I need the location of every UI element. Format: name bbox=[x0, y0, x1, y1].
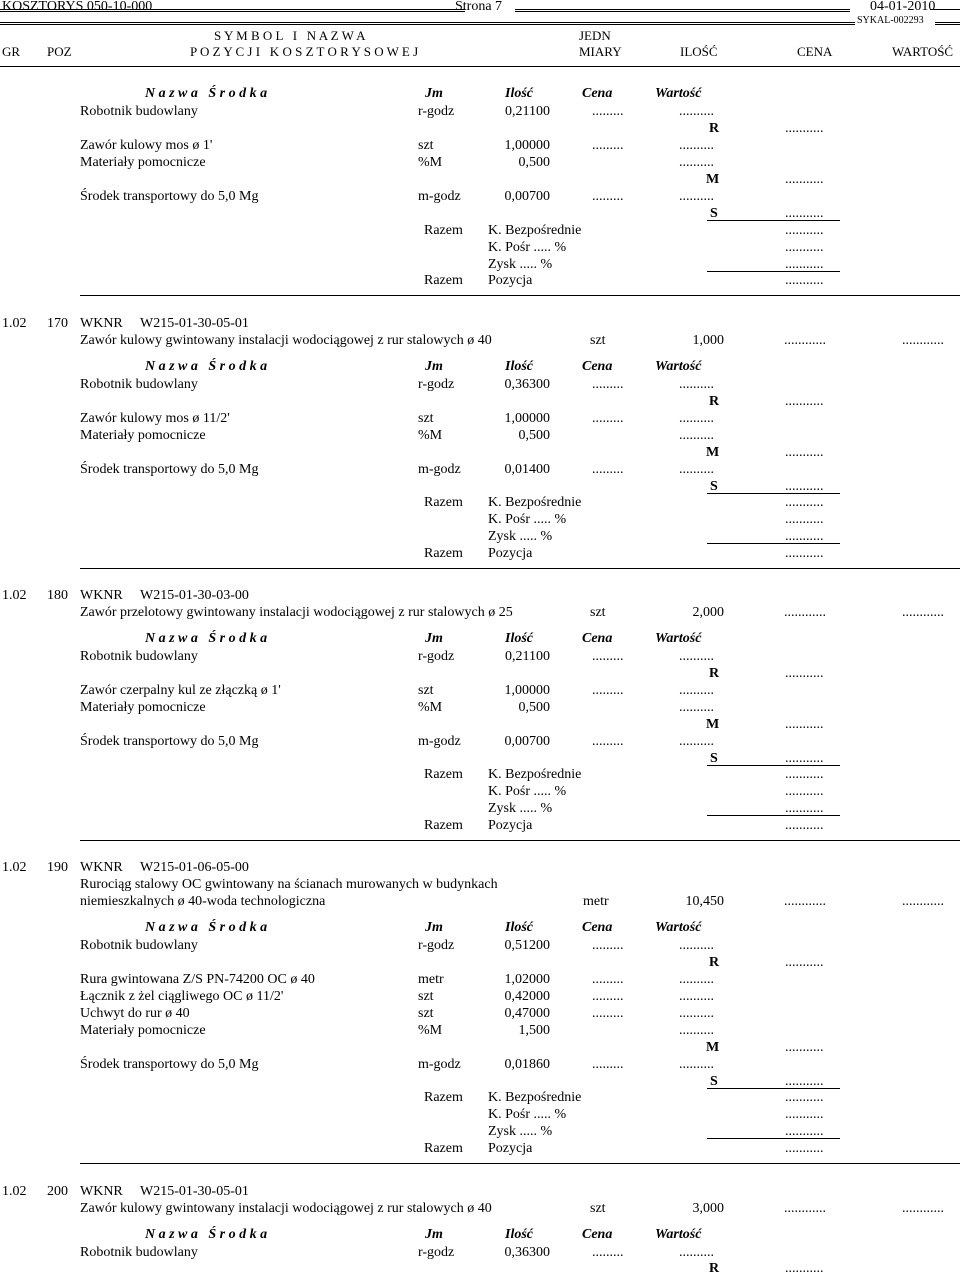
resource-name: Materiały pomocnicze bbox=[80, 1023, 206, 1038]
zysk-rule bbox=[707, 815, 840, 816]
resource-name: Środek transportowy do 5,0 Mg bbox=[80, 189, 259, 204]
pozycja-value: ........... bbox=[785, 273, 824, 288]
position-symbol: W215-01-30-03-00 bbox=[140, 588, 249, 603]
position-unit: metr bbox=[583, 894, 609, 909]
position-price: ............ bbox=[784, 894, 826, 909]
sum-m-value: ........... bbox=[785, 717, 824, 732]
position-price: ............ bbox=[784, 605, 826, 620]
resource-header-cena: Cena bbox=[582, 631, 613, 646]
document-date: 04-01-2010 bbox=[870, 0, 936, 14]
razem-label: Razem bbox=[424, 1141, 463, 1156]
position-description: Zawór kulowy gwintowany instalacji wodociągowej z rur stalowych ø 40 bbox=[80, 1201, 492, 1216]
col-jedn-bottom: MIARY bbox=[579, 44, 622, 59]
resource-value: .......... bbox=[679, 938, 714, 953]
razem-label: Razem bbox=[424, 767, 463, 782]
position-qty: 2,000 bbox=[692, 605, 724, 620]
resource-name: Zawór kulowy mos ø 11/2' bbox=[80, 411, 230, 426]
resource-header-nazwa: N a z w a Ś r o d k a bbox=[145, 920, 268, 935]
resource-value: .......... bbox=[679, 462, 714, 477]
resource-header-ilosc: Ilość bbox=[505, 1227, 533, 1242]
zysk-rule bbox=[707, 1138, 840, 1139]
k-bezposrednie-label: K. Bezpośrednie bbox=[488, 1090, 582, 1105]
resource-name: Środek transportowy do 5,0 Mg bbox=[80, 462, 259, 477]
resource-qty: 0,36300 bbox=[504, 1245, 550, 1260]
position-unit: szt bbox=[590, 1201, 606, 1216]
zysk-value: ........... bbox=[785, 801, 824, 816]
resource-unit: r-godz bbox=[418, 649, 455, 664]
resource-value: .......... bbox=[679, 377, 714, 392]
resource-qty: 1,500 bbox=[518, 1023, 550, 1038]
col-symbol-top: S Y M B O L I N A Z W A bbox=[214, 28, 366, 43]
resource-header-wartosc: Wartość bbox=[655, 1227, 702, 1242]
resource-qty: 0,51200 bbox=[504, 938, 550, 953]
k-bezposrednie-value: ........... bbox=[785, 767, 824, 782]
sum-m-label: M bbox=[706, 445, 720, 460]
resource-unit: %M bbox=[418, 428, 443, 443]
pozycja-label: Pozycja bbox=[488, 273, 533, 288]
position-number: 170 bbox=[47, 316, 68, 331]
page-number: Strona 7 bbox=[455, 0, 503, 14]
sum-r-value: ........... bbox=[785, 394, 824, 409]
resource-unit: r-godz bbox=[418, 1245, 455, 1260]
pozycja-label: Pozycja bbox=[488, 818, 533, 833]
zysk-value: ........... bbox=[785, 257, 824, 272]
sum-m-label: M bbox=[706, 1040, 720, 1055]
position-description: Zawór przelotowy gwintowany instalacji wodociągowej z rur stalowych ø 25 bbox=[80, 605, 513, 620]
zysk-rule bbox=[707, 271, 840, 272]
sum-s-value: ........... bbox=[785, 206, 824, 221]
resource-price: ......... bbox=[592, 1057, 624, 1072]
resource-qty: 1,00000 bbox=[504, 411, 550, 426]
resource-header-nazwa: N a z w a Ś r o d k a bbox=[145, 86, 268, 101]
position-description: Zawór kulowy gwintowany instalacji wodociągowej z rur stalowych ø 40 bbox=[80, 333, 492, 348]
resource-name: Robotnik budowlany bbox=[80, 938, 198, 953]
sum-r-value: ........... bbox=[785, 666, 824, 681]
position-basis: WKNR bbox=[80, 860, 123, 875]
resource-qty: 0,500 bbox=[518, 428, 550, 443]
resource-name: Materiały pomocnicze bbox=[80, 155, 206, 170]
block-separator bbox=[80, 295, 960, 296]
col-gr: GR bbox=[2, 44, 21, 59]
resource-unit: %M bbox=[418, 155, 443, 170]
resource-header-wartosc: Wartość bbox=[655, 631, 702, 646]
resource-header-jm: Jm bbox=[425, 920, 443, 935]
resource-unit: r-godz bbox=[418, 938, 455, 953]
resource-header-cena: Cena bbox=[582, 1227, 613, 1242]
resource-price: ......... bbox=[592, 649, 624, 664]
header-rule-2 bbox=[0, 22, 855, 25]
resource-qty: 0,42000 bbox=[504, 989, 550, 1004]
position-basis: WKNR bbox=[80, 316, 123, 331]
position-unit: szt bbox=[590, 605, 606, 620]
zysk-label: Zysk ..... % bbox=[488, 801, 553, 816]
position-group: 1.02 bbox=[2, 588, 27, 603]
k-posr-label: K. Pośr ..... % bbox=[488, 784, 567, 799]
resource-unit: m-godz bbox=[418, 189, 461, 204]
resource-price: ......... bbox=[592, 1245, 624, 1260]
resource-value: .......... bbox=[679, 989, 714, 1004]
col-symbol-bottom: P O Z Y C J I K O S Z T O R Y S O W E J bbox=[190, 44, 419, 59]
resource-price: ......... bbox=[592, 989, 624, 1004]
resource-name: Materiały pomocnicze bbox=[80, 700, 206, 715]
sum-s-value: ........... bbox=[785, 1074, 824, 1089]
razem-label: Razem bbox=[424, 273, 463, 288]
header-bottom-rule bbox=[0, 66, 960, 67]
k-bezposrednie-label: K. Bezpośrednie bbox=[488, 767, 582, 782]
zysk-rule bbox=[707, 543, 840, 544]
position-group: 1.02 bbox=[2, 316, 27, 331]
position-symbol: W215-01-06-05-00 bbox=[140, 860, 249, 875]
zysk-value: ........... bbox=[785, 529, 824, 544]
resource-value: .......... bbox=[679, 411, 714, 426]
k-bezposrednie-value: ........... bbox=[785, 1090, 824, 1105]
resource-header-cena: Cena bbox=[582, 86, 613, 101]
resource-value: .......... bbox=[679, 1057, 714, 1072]
sum-s-label: S bbox=[710, 751, 718, 766]
header-rule-3 bbox=[935, 22, 960, 25]
resource-qty: 0,00700 bbox=[504, 734, 550, 749]
resource-unit: m-godz bbox=[418, 734, 461, 749]
resource-price: ......... bbox=[592, 411, 624, 426]
sum-rule bbox=[707, 1088, 840, 1089]
pozycja-value: ........... bbox=[785, 1141, 824, 1156]
resource-qty: 0,01860 bbox=[504, 1057, 550, 1072]
resource-value: .......... bbox=[679, 683, 714, 698]
k-posr-value: ........... bbox=[785, 512, 824, 527]
resource-value: .......... bbox=[679, 734, 714, 749]
resource-price: ......... bbox=[592, 734, 624, 749]
resource-price: ......... bbox=[592, 377, 624, 392]
pozycja-label: Pozycja bbox=[488, 1141, 533, 1156]
resource-price: ......... bbox=[592, 683, 624, 698]
resource-name: Robotnik budowlany bbox=[80, 377, 198, 392]
razem-label: Razem bbox=[424, 546, 463, 561]
k-bezposrednie-label: K. Bezpośrednie bbox=[488, 495, 582, 510]
resource-qty: 0,36300 bbox=[504, 377, 550, 392]
position-value: ............ bbox=[902, 1201, 944, 1216]
position-number: 180 bbox=[47, 588, 68, 603]
sum-s-label: S bbox=[710, 206, 718, 221]
resource-header-nazwa: N a z w a Ś r o d k a bbox=[145, 631, 268, 646]
resource-name: Zawór czerpalny kul ze złączką ø 1' bbox=[80, 683, 281, 698]
sum-s-label: S bbox=[710, 1074, 718, 1089]
position-description: niemieszkalnych ø 40-woda technologiczna bbox=[80, 894, 326, 909]
resource-name: Środek transportowy do 5,0 Mg bbox=[80, 734, 259, 749]
resource-qty: 1,02000 bbox=[504, 972, 550, 987]
header-rule-left bbox=[0, 9, 465, 12]
resource-unit: szt bbox=[418, 683, 434, 698]
resource-header-nazwa: N a z w a Ś r o d k a bbox=[145, 359, 268, 374]
resource-name: Zawór kulowy mos ø 1' bbox=[80, 138, 213, 153]
block-separator bbox=[80, 568, 960, 569]
resource-header-ilosc: Ilość bbox=[505, 631, 533, 646]
resource-price: ......... bbox=[592, 138, 624, 153]
resource-unit: %M bbox=[418, 700, 443, 715]
sum-r-value: ........... bbox=[785, 1261, 824, 1276]
sum-rule bbox=[707, 765, 840, 766]
resource-price: ......... bbox=[592, 189, 624, 204]
resource-unit: szt bbox=[418, 989, 434, 1004]
sum-m-value: ........... bbox=[785, 1040, 824, 1055]
resource-name: Robotnik budowlany bbox=[80, 104, 198, 119]
sum-s-value: ........... bbox=[785, 479, 824, 494]
k-posr-value: ........... bbox=[785, 1107, 824, 1122]
header-rule-mid bbox=[515, 9, 850, 12]
resource-name: Robotnik budowlany bbox=[80, 1245, 198, 1260]
razem-label: Razem bbox=[424, 1090, 463, 1105]
position-number: 200 bbox=[47, 1184, 68, 1199]
resource-header-cena: Cena bbox=[582, 920, 613, 935]
col-jedn-top: JEDN bbox=[579, 28, 611, 43]
resource-name: Rura gwintowana Z/S PN-74200 OC ø 40 bbox=[80, 972, 315, 987]
k-bezposrednie-value: ........... bbox=[785, 223, 824, 238]
resource-header-jm: Jm bbox=[425, 631, 443, 646]
resource-unit: %M bbox=[418, 1023, 443, 1038]
sum-rule bbox=[707, 493, 840, 494]
resource-qty: 0,21100 bbox=[505, 104, 550, 119]
resource-qty: 0,01400 bbox=[504, 462, 550, 477]
sum-r-value: ........... bbox=[785, 955, 824, 970]
zysk-value: ........... bbox=[785, 1124, 824, 1139]
sum-m-value: ........... bbox=[785, 445, 824, 460]
resource-unit: szt bbox=[418, 138, 434, 153]
k-posr-label: K. Pośr ..... % bbox=[488, 1107, 567, 1122]
resource-unit: metr bbox=[418, 972, 444, 987]
position-value: ............ bbox=[902, 894, 944, 909]
sum-m-value: ........... bbox=[785, 172, 824, 187]
col-ilosc: ILOŚĆ bbox=[680, 44, 718, 59]
resource-header-ilosc: Ilość bbox=[505, 920, 533, 935]
k-posr-value: ........... bbox=[785, 240, 824, 255]
position-price: ............ bbox=[784, 333, 826, 348]
position-description: Rurociąg stalowy OC gwintowany na ścianach murowanych w budynkach bbox=[80, 877, 498, 892]
resource-value: .......... bbox=[679, 428, 714, 443]
sum-r-value: ........... bbox=[785, 121, 824, 136]
resource-value: .......... bbox=[679, 155, 714, 170]
sum-r-label: R bbox=[709, 394, 720, 409]
resource-qty: 0,500 bbox=[518, 700, 550, 715]
resource-price: ......... bbox=[592, 938, 624, 953]
pozycja-label: Pozycja bbox=[488, 546, 533, 561]
resource-value: .......... bbox=[679, 700, 714, 715]
resource-header-jm: Jm bbox=[425, 86, 443, 101]
resource-price: ......... bbox=[592, 972, 624, 987]
sum-s-value: ........... bbox=[785, 751, 824, 766]
position-basis: WKNR bbox=[80, 1184, 123, 1199]
position-qty: 1,000 bbox=[692, 333, 724, 348]
resource-value: .......... bbox=[679, 104, 714, 119]
resource-header-wartosc: Wartość bbox=[655, 920, 702, 935]
resource-name: Uchwyt do rur ø 40 bbox=[80, 1006, 190, 1021]
k-posr-label: K. Pośr ..... % bbox=[488, 240, 567, 255]
col-wartosc: WARTOŚĆ bbox=[892, 44, 954, 59]
resource-header-jm: Jm bbox=[425, 1227, 443, 1242]
resource-price: ......... bbox=[592, 104, 624, 119]
resource-name: Środek transportowy do 5,0 Mg bbox=[80, 1057, 259, 1072]
resource-unit: r-godz bbox=[418, 104, 455, 119]
k-bezposrednie-label: K. Bezpośrednie bbox=[488, 223, 582, 238]
position-qty: 10,450 bbox=[685, 894, 724, 909]
resource-qty: 0,47000 bbox=[504, 1006, 550, 1021]
k-bezposrednie-value: ........... bbox=[785, 495, 824, 510]
sum-s-label: S bbox=[710, 479, 718, 494]
resource-unit: szt bbox=[418, 411, 434, 426]
pozycja-value: ........... bbox=[785, 546, 824, 561]
position-group: 1.02 bbox=[2, 860, 27, 875]
position-symbol: W215-01-30-05-01 bbox=[140, 316, 249, 331]
position-basis: WKNR bbox=[80, 588, 123, 603]
sum-m-label: M bbox=[706, 172, 720, 187]
sum-r-label: R bbox=[709, 1261, 720, 1276]
resource-unit: r-godz bbox=[418, 377, 455, 392]
resource-value: .......... bbox=[679, 972, 714, 987]
block-separator bbox=[80, 1163, 960, 1164]
resource-value: .......... bbox=[679, 1023, 714, 1038]
k-posr-label: K. Pośr ..... % bbox=[488, 512, 567, 527]
resource-price: ......... bbox=[592, 1006, 624, 1021]
col-poz: POZ bbox=[47, 44, 72, 59]
pozycja-value: ........... bbox=[785, 818, 824, 833]
razem-label: Razem bbox=[424, 495, 463, 510]
position-number: 190 bbox=[47, 860, 68, 875]
resource-header-ilosc: Ilość bbox=[505, 359, 533, 374]
resource-header-wartosc: Wartość bbox=[655, 86, 702, 101]
position-unit: szt bbox=[590, 333, 606, 348]
col-cena: CENA bbox=[797, 44, 833, 59]
resource-value: .......... bbox=[679, 649, 714, 664]
position-price: ............ bbox=[784, 1201, 826, 1216]
sum-r-label: R bbox=[709, 955, 720, 970]
razem-label: Razem bbox=[424, 223, 463, 238]
header-rule-4 bbox=[930, 9, 960, 10]
resource-value: .......... bbox=[679, 1245, 714, 1260]
resource-unit: m-godz bbox=[418, 1057, 461, 1072]
resource-header-cena: Cena bbox=[582, 359, 613, 374]
zysk-label: Zysk ..... % bbox=[488, 529, 553, 544]
sum-rule bbox=[707, 220, 840, 221]
position-qty: 3,000 bbox=[692, 1201, 724, 1216]
resource-header-ilosc: Ilość bbox=[505, 86, 533, 101]
resource-qty: 0,00700 bbox=[504, 189, 550, 204]
resource-header-nazwa: N a z w a Ś r o d k a bbox=[145, 1227, 268, 1242]
resource-qty: 0,21100 bbox=[505, 649, 550, 664]
resource-unit: szt bbox=[418, 1006, 434, 1021]
document-title: KOSZTORYS 050-10-000 bbox=[2, 0, 153, 14]
block-separator bbox=[80, 840, 960, 841]
resource-value: .......... bbox=[679, 189, 714, 204]
sum-m-label: M bbox=[706, 717, 720, 732]
position-group: 1.02 bbox=[2, 1184, 27, 1199]
resource-qty: 1,00000 bbox=[504, 138, 550, 153]
k-posr-value: ........... bbox=[785, 784, 824, 799]
sum-r-label: R bbox=[709, 121, 720, 136]
resource-name: Łącznik z żel ciągliwego OC ø 11/2' bbox=[80, 989, 284, 1004]
sum-r-label: R bbox=[709, 666, 720, 681]
resource-header-wartosc: Wartość bbox=[655, 359, 702, 374]
zysk-label: Zysk ..... % bbox=[488, 257, 553, 272]
zysk-label: Zysk ..... % bbox=[488, 1124, 553, 1139]
position-value: ............ bbox=[902, 605, 944, 620]
position-value: ............ bbox=[902, 333, 944, 348]
resource-name: Materiały pomocnicze bbox=[80, 428, 206, 443]
resource-value: .......... bbox=[679, 138, 714, 153]
resource-qty: 0,500 bbox=[518, 155, 550, 170]
resource-qty: 1,00000 bbox=[504, 683, 550, 698]
resource-value: .......... bbox=[679, 1006, 714, 1021]
resource-price: ......... bbox=[592, 462, 624, 477]
resource-unit: m-godz bbox=[418, 462, 461, 477]
resource-header-jm: Jm bbox=[425, 359, 443, 374]
razem-label: Razem bbox=[424, 818, 463, 833]
resource-name: Robotnik budowlany bbox=[80, 649, 198, 664]
document-code: SYKAL-002293 bbox=[857, 15, 924, 26]
position-symbol: W215-01-30-05-01 bbox=[140, 1184, 249, 1199]
